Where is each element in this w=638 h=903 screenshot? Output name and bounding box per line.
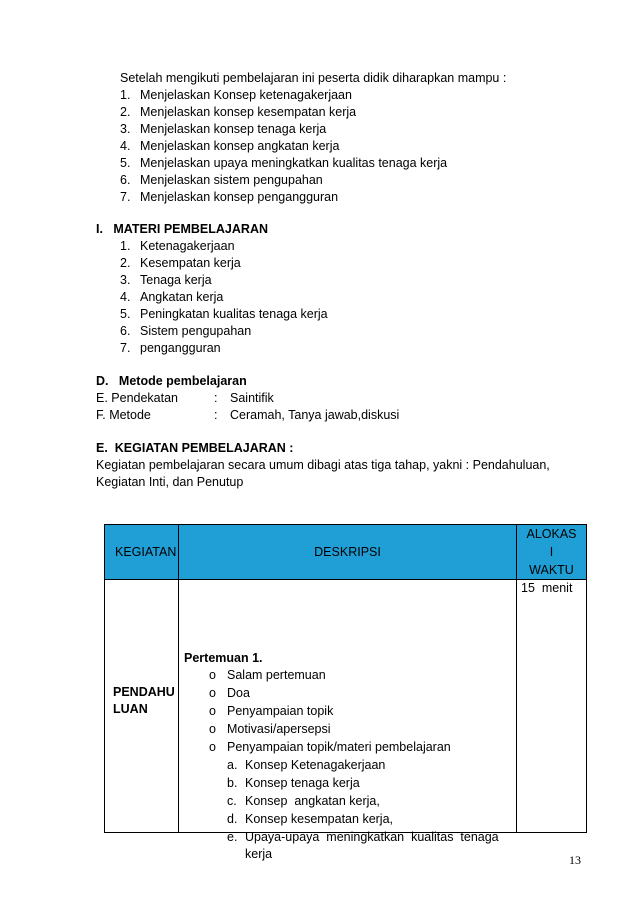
metode-heading: D. Metode pembelajaran — [96, 374, 247, 388]
intro-text: Setelah mengikuti pembelajaran ini peserta didik diharapkan mampu : — [120, 71, 507, 85]
list-item-continuation: kerja — [245, 847, 273, 861]
objective-item: 1. Menjelaskan Konsep ketenagakerjaan — [120, 88, 352, 102]
list-item: e. Upaya-upaya meningkatkan kualitas tenaga — [227, 830, 499, 844]
materi-item: 6. Sistem pengupahan — [120, 324, 252, 338]
kegiatan-paragraph: Kegiatan Inti, dan Penutup — [96, 475, 244, 489]
objective-item: 3. Menjelaskan konsep tenaga kerja — [120, 122, 327, 136]
page-number: 13 — [569, 853, 581, 867]
materi-item: 5. Peningkatan kualitas tenaga kerja — [120, 307, 328, 321]
header-deskripsi: DESKRIPSI — [179, 525, 517, 580]
materi-item: 2. Kesempatan kerja — [120, 256, 241, 270]
metode-row: F. Metode : Ceramah, Tanya jawab,diskusi — [96, 408, 400, 422]
header-alokasi-waktu: ALOKAS I WAKTU — [517, 525, 587, 580]
materi-item: 7. pengangguran — [120, 341, 221, 355]
list-item: o Penyampaian topik — [209, 704, 334, 718]
list-item: o Salam pertemuan — [209, 668, 326, 682]
materi-item: 1. Ketenagakerjaan — [120, 239, 235, 253]
list-item: b. Konsep tenaga kerja — [227, 776, 360, 790]
kegiatan-paragraph: Kegiatan pembelajaran secara umum dibagi atas tiga tahap, yakni : Pendahuluan, — [96, 458, 550, 472]
objective-item: 6. Menjelaskan sistem pengupahan — [120, 173, 323, 187]
metode-row: E. Pendekatan : Saintifik — [96, 391, 274, 405]
materi-item: 3. Tenaga kerja — [120, 273, 212, 287]
materi-item: 4. Angkatan kerja — [120, 290, 224, 304]
list-item: o Doa — [209, 686, 250, 700]
list-item: o Motivasi/apersepsi — [209, 722, 331, 736]
header-kegiatan: KEGIATAN — [105, 525, 179, 580]
materi-heading: I. MATERI PEMBELAJARAN — [96, 222, 268, 236]
objective-item: 5. Menjelaskan upaya meningkatkan kualitas tenaga kerja — [120, 156, 448, 170]
objective-item: 7. Menjelaskan konsep pengangguran — [120, 190, 339, 204]
table-header-row — [105, 525, 587, 580]
objective-item: 2. Menjelaskan konsep kesempatan kerja — [120, 105, 357, 119]
list-item: o Penyampaian topik/materi pembelajaran — [209, 740, 451, 754]
cell-waktu: 15 menit — [517, 580, 587, 833]
list-item: d. Konsep kesempatan kerja, — [227, 812, 394, 826]
list-item: c. Konsep angkatan kerja, — [227, 794, 380, 808]
objective-item: 4. Menjelaskan konsep angkatan kerja — [120, 139, 340, 153]
cell-kegiatan: PENDAHU LUAN — [105, 580, 179, 833]
list-item: a. Konsep Ketenagakerjaan — [227, 758, 386, 772]
kegiatan-heading: E. KEGIATAN PEMBELAJARAN : — [96, 441, 294, 455]
table-row — [105, 580, 587, 833]
cell-deskripsi — [179, 580, 517, 861]
pertemuan-label: Pertemuan 1. — [184, 651, 263, 665]
